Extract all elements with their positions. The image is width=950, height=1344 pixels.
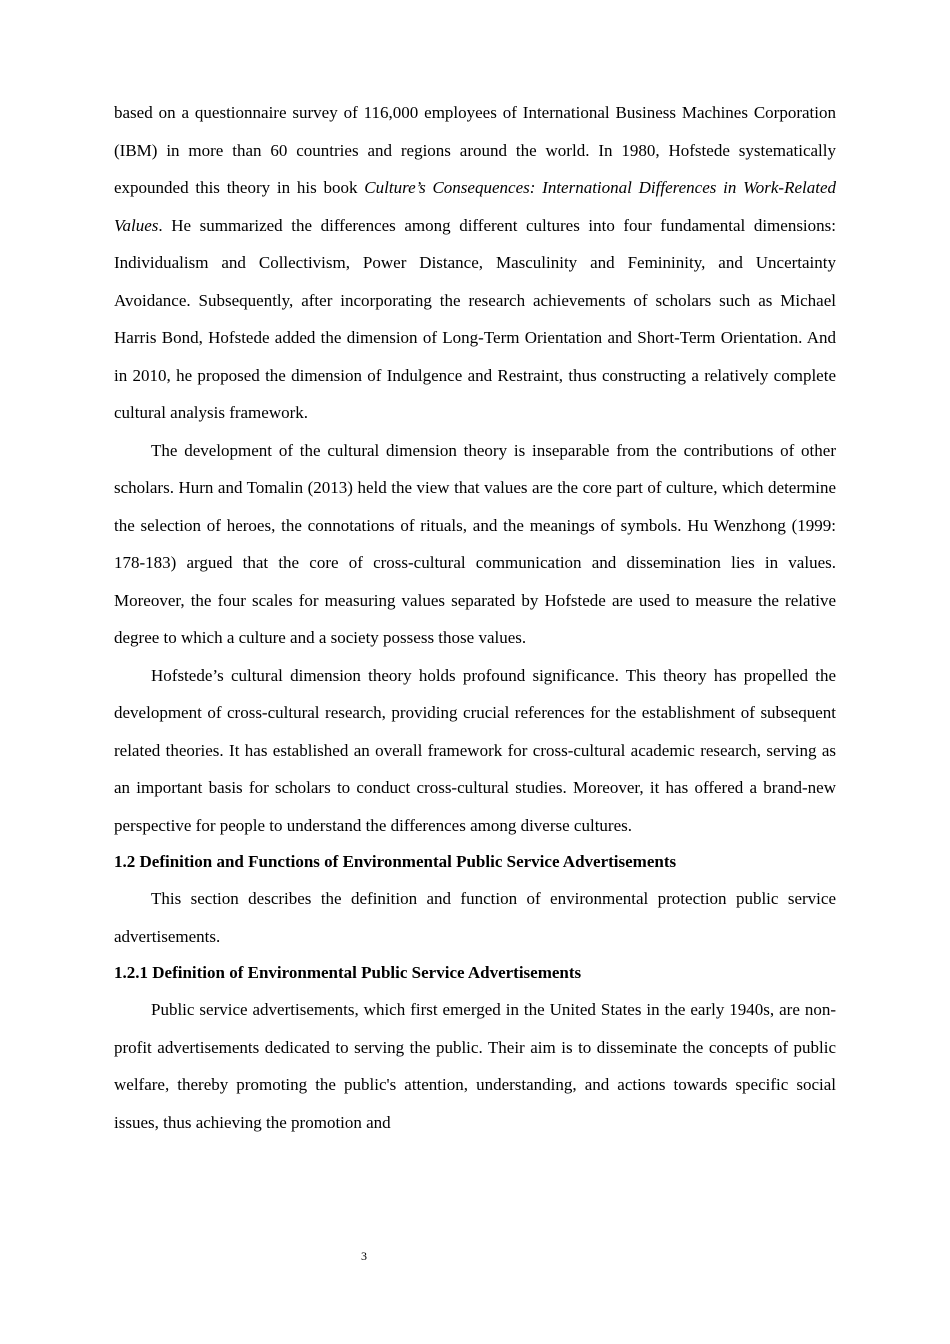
paragraph-other-scholars: The development of the cultural dimension theory is inseparable from the contributions of other scholars. Hurn and Tomalin (2013) held the view that values are the core part of culture, which determine the selection of heroes, the connotations of rituals, and the meanings of symbols. Hu Wenzhong (1999: 178-183) argued that the core of cross-cultural communication and dissemination lies in values. Moreover, the four scales for measuring values separated by Hofstede are used to measure the relative degree to which a culture and a society possess those values. xyxy=(114,440,836,647)
subsection-heading: 1.2.1 Definition of Environmental Public Service Advertisements xyxy=(114,963,582,982)
paragraph-significance: Hofstede’s cultural dimension theory holds profound significance. This theory has propelled the development of cross-cultural research, providing crucial references for the establishment of subsequent related theories. It has established an overall framework for cross-cultural academic research, serving as an important basis for scholars to conduct cross-cultural studies. Moreover, it has offered a brand-new perspective for people to understand the differences among diverse cultures. xyxy=(114,665,836,835)
paragraph-hofstede-survey xyxy=(114,94,836,432)
paragraph-section-intro: This section describes the definition and function of environmental protection public service advertisements. xyxy=(114,889,836,946)
paragraph-text: based on a questionnaire survey of 116,000 employees of International Business Machines Corporation (IBM) in more than 60 countries and regions around the world. In 1980, Hofstede systematically expounded this theory in his book xyxy=(114,103,836,197)
section-heading: 1.2 Definition and Functions of Environmental Public Service Advertisements xyxy=(114,852,677,871)
paragraph-psa-definition: Public service advertisements, which first emerged in the United States in the early 1940s, are non-profit advertisements dedicated to serving the public. Their aim is to disseminate the concepts of public welfare, thereby promoting the public's attention, understanding, and actions towards specific social issues, thus achieving the promotion and xyxy=(114,1000,836,1132)
paragraph-text: . He summarized the differences among different cultures into four fundamental dimensions: Individualism and Collectivism, Power Distance, Masculinity and Femininity, and Uncertainty Avoidance. Subsequently, after incorporating the research achievements of scholars such as Michael Harris Bond, Hofstede added the dimension of Long-Term Orientation and Short-Term Orientation. And in 2010, he proposed the dimension of Indulgence and Restraint, thus constructing a relatively complete cultural analysis framework. xyxy=(114,215,836,422)
page-number: 3 xyxy=(361,1249,367,1263)
book-title: Culture’s Consequences: International Differences in Work-Related Values xyxy=(114,178,836,235)
page-body xyxy=(114,94,836,1141)
